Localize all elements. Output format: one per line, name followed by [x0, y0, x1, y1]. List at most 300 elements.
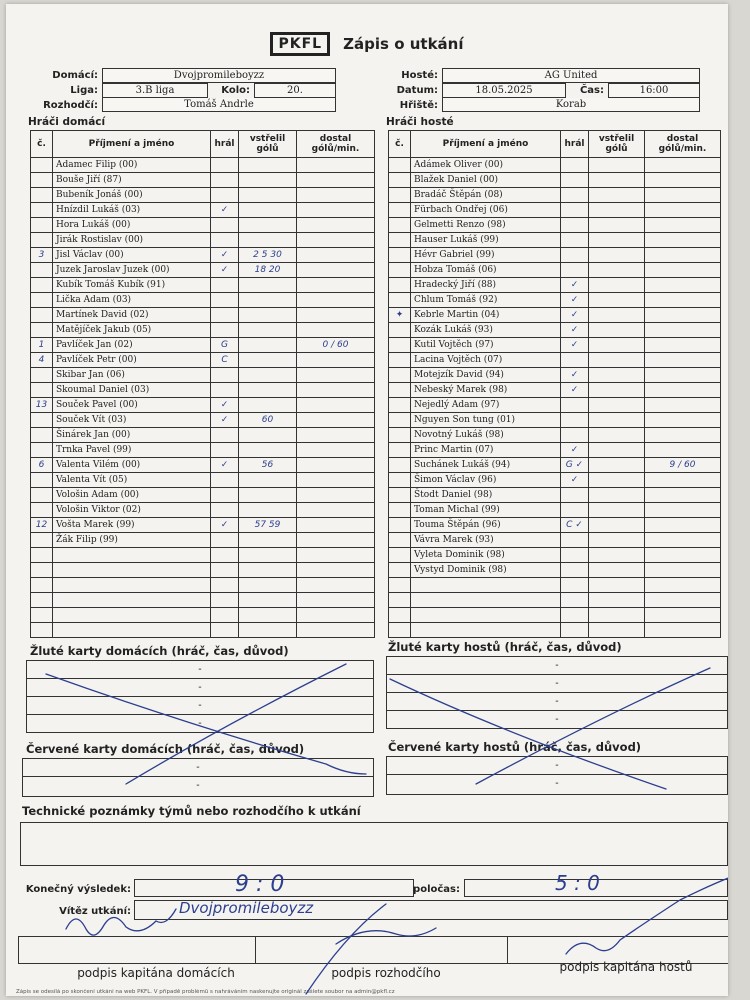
player-conceded[interactable] — [645, 593, 721, 608]
player-conceded[interactable] — [645, 353, 721, 368]
player-conceded[interactable] — [297, 188, 375, 203]
player-name[interactable] — [53, 578, 211, 593]
player-name[interactable]: Skoumal Daniel (03) — [53, 383, 211, 398]
yellow-cards-home-box[interactable] — [26, 660, 374, 733]
player-name[interactable]: Hévr Gabriel (99) — [411, 248, 561, 263]
player-number[interactable] — [31, 233, 53, 248]
player-conceded[interactable] — [645, 413, 721, 428]
player-number[interactable] — [31, 548, 53, 563]
player-number[interactable] — [389, 608, 411, 623]
player-conceded[interactable] — [645, 278, 721, 293]
player-conceded[interactable] — [297, 398, 375, 413]
half-time-field[interactable] — [464, 871, 728, 897]
player-name[interactable]: Pavlíček Jan (02) — [53, 338, 211, 353]
player-name[interactable]: Lička Adam (03) — [53, 293, 211, 308]
player-played[interactable]: ✓ — [561, 383, 589, 398]
player-conceded[interactable] — [645, 428, 721, 443]
player-scored[interactable]: 18 20 — [239, 263, 297, 278]
player-conceded[interactable] — [645, 473, 721, 488]
player-scored[interactable] — [589, 308, 645, 323]
player-name[interactable]: Bouše Jiří (87) — [53, 173, 211, 188]
player-conceded[interactable] — [645, 368, 721, 383]
player-number[interactable] — [31, 323, 53, 338]
player-conceded[interactable] — [297, 503, 375, 518]
player-played[interactable] — [211, 563, 239, 578]
player-played[interactable] — [211, 293, 239, 308]
player-conceded[interactable] — [297, 488, 375, 503]
player-scored[interactable] — [239, 233, 297, 248]
player-scored[interactable] — [589, 503, 645, 518]
player-number[interactable] — [31, 188, 53, 203]
player-played[interactable] — [561, 233, 589, 248]
player-name[interactable]: Vystyd Dominik (98) — [411, 563, 561, 578]
player-conceded[interactable] — [297, 548, 375, 563]
player-scored[interactable] — [239, 353, 297, 368]
player-number[interactable] — [389, 548, 411, 563]
player-scored[interactable] — [589, 293, 645, 308]
player-scored[interactable] — [589, 563, 645, 578]
yellow-cards-guest-box[interactable] — [386, 656, 728, 729]
player-name[interactable]: Souček Pavel (00) — [53, 398, 211, 413]
player-played[interactable] — [561, 158, 589, 173]
player-scored[interactable] — [589, 398, 645, 413]
time-field[interactable]: 16:00 — [608, 83, 700, 98]
player-played[interactable]: ✓ — [211, 398, 239, 413]
player-scored[interactable] — [589, 383, 645, 398]
player-scored[interactable] — [239, 218, 297, 233]
player-scored[interactable] — [239, 203, 297, 218]
player-conceded[interactable] — [297, 518, 375, 533]
player-number[interactable] — [31, 503, 53, 518]
player-played[interactable] — [211, 488, 239, 503]
player-number[interactable] — [31, 368, 53, 383]
player-scored[interactable] — [239, 533, 297, 548]
player-scored[interactable] — [239, 428, 297, 443]
referee-field[interactable]: Tomáš Andrle — [102, 98, 336, 112]
player-name[interactable] — [411, 578, 561, 593]
player-name[interactable]: Hauser Lukáš (99) — [411, 233, 561, 248]
player-played[interactable] — [561, 398, 589, 413]
player-scored[interactable] — [589, 623, 645, 638]
player-played[interactable] — [561, 488, 589, 503]
player-scored[interactable] — [589, 608, 645, 623]
round-field[interactable]: 20. — [254, 83, 336, 98]
player-scored[interactable] — [239, 308, 297, 323]
player-played[interactable] — [561, 428, 589, 443]
player-number[interactable] — [389, 248, 411, 263]
home-team-field[interactable]: Dvojpromileboyzz — [102, 68, 336, 83]
player-conceded[interactable] — [645, 503, 721, 518]
player-played[interactable] — [211, 533, 239, 548]
player-number[interactable] — [389, 203, 411, 218]
player-name[interactable] — [53, 623, 211, 638]
player-conceded[interactable] — [645, 218, 721, 233]
player-scored[interactable] — [589, 488, 645, 503]
player-conceded[interactable] — [645, 563, 721, 578]
player-number[interactable] — [31, 173, 53, 188]
player-name[interactable]: Touma Štěpán (96) — [411, 518, 561, 533]
player-played[interactable]: ✓ — [561, 323, 589, 338]
player-played[interactable] — [561, 203, 589, 218]
player-conceded[interactable] — [645, 323, 721, 338]
player-played[interactable] — [211, 578, 239, 593]
player-name[interactable]: Adámek Oliver (00) — [411, 158, 561, 173]
player-number[interactable] — [389, 533, 411, 548]
player-scored[interactable]: 57 59 — [239, 518, 297, 533]
winner-field[interactable] — [134, 900, 728, 920]
player-number[interactable] — [31, 488, 53, 503]
player-name[interactable]: Souček Vít (03) — [53, 413, 211, 428]
player-name[interactable] — [53, 563, 211, 578]
player-name[interactable]: Kozák Lukáš (93) — [411, 323, 561, 338]
player-played[interactable] — [561, 218, 589, 233]
player-number[interactable] — [31, 278, 53, 293]
player-number[interactable] — [389, 263, 411, 278]
player-name[interactable]: Šimon Václav (96) — [411, 473, 561, 488]
player-conceded[interactable] — [645, 338, 721, 353]
player-played[interactable]: ✓ — [561, 368, 589, 383]
player-conceded[interactable] — [297, 158, 375, 173]
player-scored[interactable]: 2 5 30 — [239, 248, 297, 263]
date-field[interactable]: 18.05.2025 — [442, 83, 566, 98]
player-conceded[interactable] — [297, 218, 375, 233]
player-number[interactable] — [31, 218, 53, 233]
pitch-field[interactable]: Korab — [442, 98, 700, 112]
player-played[interactable] — [211, 473, 239, 488]
player-scored[interactable] — [239, 173, 297, 188]
guest-team-field[interactable]: AG United — [442, 68, 700, 83]
player-number[interactable] — [31, 563, 53, 578]
player-played[interactable] — [211, 503, 239, 518]
player-played[interactable] — [561, 188, 589, 203]
player-scored[interactable] — [589, 353, 645, 368]
player-played[interactable]: G ✓ — [561, 458, 589, 473]
player-conceded[interactable] — [645, 533, 721, 548]
player-conceded[interactable]: 9 / 60 — [645, 458, 721, 473]
player-number[interactable] — [389, 578, 411, 593]
player-number[interactable] — [389, 338, 411, 353]
player-name[interactable]: Skibar Jan (06) — [53, 368, 211, 383]
player-conceded[interactable] — [297, 383, 375, 398]
player-played[interactable]: ✓ — [561, 293, 589, 308]
player-name[interactable]: Motejzík David (94) — [411, 368, 561, 383]
player-played[interactable] — [211, 233, 239, 248]
player-conceded[interactable] — [645, 623, 721, 638]
player-number[interactable] — [389, 563, 411, 578]
player-number[interactable]: 4 — [31, 353, 53, 368]
player-conceded[interactable] — [645, 158, 721, 173]
player-conceded[interactable] — [645, 188, 721, 203]
player-name[interactable]: Nebeský Marek (98) — [411, 383, 561, 398]
player-name[interactable]: Martínek David (02) — [53, 308, 211, 323]
player-conceded[interactable] — [297, 368, 375, 383]
player-played[interactable] — [211, 368, 239, 383]
player-played[interactable]: C ✓ — [561, 518, 589, 533]
player-number[interactable] — [389, 353, 411, 368]
player-number[interactable] — [389, 158, 411, 173]
player-played[interactable] — [561, 593, 589, 608]
player-conceded[interactable] — [645, 173, 721, 188]
player-name[interactable]: Gelmetti Renzo (98) — [411, 218, 561, 233]
player-number[interactable] — [31, 293, 53, 308]
player-scored[interactable] — [589, 188, 645, 203]
player-conceded[interactable] — [297, 278, 375, 293]
player-number[interactable] — [31, 593, 53, 608]
player-conceded[interactable] — [297, 593, 375, 608]
player-played[interactable] — [561, 623, 589, 638]
player-conceded[interactable] — [297, 428, 375, 443]
player-played[interactable] — [211, 623, 239, 638]
player-scored[interactable] — [239, 503, 297, 518]
player-played[interactable] — [561, 413, 589, 428]
player-conceded[interactable] — [297, 263, 375, 278]
player-conceded[interactable] — [297, 203, 375, 218]
player-played[interactable] — [211, 608, 239, 623]
player-name[interactable]: Nejedlý Adam (97) — [411, 398, 561, 413]
player-scored[interactable] — [589, 428, 645, 443]
player-scored[interactable] — [239, 383, 297, 398]
player-conceded[interactable] — [297, 293, 375, 308]
player-scored[interactable] — [589, 233, 645, 248]
player-number[interactable] — [389, 488, 411, 503]
player-name[interactable]: Blažek Daniel (00) — [411, 173, 561, 188]
player-name[interactable]: Nguyen Son tung (01) — [411, 413, 561, 428]
player-played[interactable] — [561, 533, 589, 548]
player-scored[interactable] — [589, 368, 645, 383]
player-played[interactable]: ✓ — [211, 413, 239, 428]
player-conceded[interactable]: 0 / 60 — [297, 338, 375, 353]
player-played[interactable] — [211, 383, 239, 398]
player-name[interactable]: Vološin Adam (00) — [53, 488, 211, 503]
player-scored[interactable] — [589, 263, 645, 278]
player-scored[interactable] — [589, 338, 645, 353]
player-name[interactable]: Hnízdil Lukáš (03) — [53, 203, 211, 218]
player-played[interactable] — [561, 263, 589, 278]
player-scored[interactable] — [239, 443, 297, 458]
player-scored[interactable] — [239, 158, 297, 173]
player-played[interactable] — [561, 248, 589, 263]
player-number[interactable] — [389, 623, 411, 638]
player-number[interactable] — [389, 323, 411, 338]
player-conceded[interactable] — [297, 473, 375, 488]
player-scored[interactable] — [239, 563, 297, 578]
player-played[interactable]: ✓ — [211, 263, 239, 278]
player-scored[interactable] — [589, 473, 645, 488]
player-played[interactable] — [211, 308, 239, 323]
player-scored[interactable] — [239, 338, 297, 353]
player-name[interactable]: Chlum Tomáš (92) — [411, 293, 561, 308]
player-conceded[interactable] — [645, 608, 721, 623]
player-conceded[interactable] — [297, 233, 375, 248]
player-played[interactable]: ✓ — [211, 518, 239, 533]
player-conceded[interactable] — [645, 308, 721, 323]
player-number[interactable] — [389, 503, 411, 518]
player-scored[interactable] — [589, 413, 645, 428]
player-number[interactable] — [389, 398, 411, 413]
player-number[interactable] — [31, 443, 53, 458]
player-number[interactable] — [389, 473, 411, 488]
player-scored[interactable] — [239, 488, 297, 503]
player-number[interactable] — [31, 263, 53, 278]
player-name[interactable]: Hobza Tomáš (06) — [411, 263, 561, 278]
player-conceded[interactable] — [297, 533, 375, 548]
player-number[interactable] — [389, 368, 411, 383]
player-conceded[interactable] — [297, 413, 375, 428]
player-conceded[interactable] — [297, 623, 375, 638]
player-name[interactable]: Vávra Marek (93) — [411, 533, 561, 548]
player-conceded[interactable] — [645, 248, 721, 263]
player-scored[interactable]: 60 — [239, 413, 297, 428]
player-played[interactable]: ✓ — [561, 338, 589, 353]
player-played[interactable] — [211, 278, 239, 293]
player-scored[interactable] — [239, 578, 297, 593]
player-number[interactable] — [389, 413, 411, 428]
player-scored[interactable] — [589, 548, 645, 563]
player-played[interactable] — [211, 218, 239, 233]
red-cards-home-box[interactable] — [22, 758, 374, 797]
player-conceded[interactable] — [297, 608, 375, 623]
player-name[interactable]: Pavlíček Petr (00) — [53, 353, 211, 368]
player-name[interactable]: Suchánek Lukáš (94) — [411, 458, 561, 473]
player-number[interactable]: ✦ — [389, 308, 411, 323]
player-name[interactable]: Jisl Václav (00) — [53, 248, 211, 263]
player-number[interactable] — [389, 593, 411, 608]
player-scored[interactable] — [589, 203, 645, 218]
player-number[interactable] — [31, 578, 53, 593]
player-scored[interactable] — [239, 608, 297, 623]
notes-box[interactable] — [20, 822, 728, 866]
player-played[interactable]: ✓ — [561, 443, 589, 458]
player-number[interactable] — [31, 383, 53, 398]
player-number[interactable] — [31, 623, 53, 638]
player-played[interactable]: ✓ — [561, 473, 589, 488]
player-played[interactable] — [561, 503, 589, 518]
player-name[interactable]: Valenta Vít (05) — [53, 473, 211, 488]
player-name[interactable]: Vošta Marek (99) — [53, 518, 211, 533]
player-conceded[interactable] — [645, 203, 721, 218]
player-scored[interactable] — [239, 293, 297, 308]
player-name[interactable]: Juzek Jaroslav Juzek (00) — [53, 263, 211, 278]
player-played[interactable] — [211, 548, 239, 563]
player-played[interactable] — [211, 593, 239, 608]
player-played[interactable]: ✓ — [561, 308, 589, 323]
player-conceded[interactable] — [645, 263, 721, 278]
player-conceded[interactable] — [297, 578, 375, 593]
player-conceded[interactable] — [645, 383, 721, 398]
player-name[interactable]: Valenta Vilém (00) — [53, 458, 211, 473]
player-name[interactable]: Fürbach Ondřej (06) — [411, 203, 561, 218]
player-conceded[interactable] — [645, 233, 721, 248]
player-scored[interactable] — [589, 578, 645, 593]
player-scored[interactable] — [239, 623, 297, 638]
player-played[interactable] — [561, 353, 589, 368]
player-number[interactable]: 6 — [31, 458, 53, 473]
player-played[interactable]: ✓ — [211, 203, 239, 218]
player-scored[interactable] — [239, 548, 297, 563]
player-scored[interactable] — [239, 323, 297, 338]
player-played[interactable]: ✓ — [211, 458, 239, 473]
player-conceded[interactable] — [645, 488, 721, 503]
player-number[interactable]: 3 — [31, 248, 53, 263]
player-scored[interactable] — [589, 518, 645, 533]
player-number[interactable] — [389, 278, 411, 293]
player-number[interactable] — [389, 383, 411, 398]
player-number[interactable] — [389, 218, 411, 233]
player-scored[interactable]: 56 — [239, 458, 297, 473]
player-played[interactable] — [211, 323, 239, 338]
player-conceded[interactable] — [297, 353, 375, 368]
red-cards-guest-box[interactable] — [386, 756, 728, 795]
player-number[interactable] — [31, 473, 53, 488]
player-scored[interactable] — [589, 443, 645, 458]
player-scored[interactable] — [239, 188, 297, 203]
player-played[interactable] — [211, 443, 239, 458]
player-name[interactable]: Kutil Vojtěch (97) — [411, 338, 561, 353]
player-scored[interactable] — [589, 248, 645, 263]
player-conceded[interactable] — [645, 548, 721, 563]
player-played[interactable] — [211, 158, 239, 173]
player-scored[interactable] — [239, 473, 297, 488]
player-conceded[interactable] — [297, 443, 375, 458]
player-number[interactable] — [389, 173, 411, 188]
player-name[interactable]: Lacina Vojtěch (07) — [411, 353, 561, 368]
player-conceded[interactable] — [645, 518, 721, 533]
player-name[interactable]: Novotný Lukáš (98) — [411, 428, 561, 443]
player-scored[interactable] — [589, 458, 645, 473]
player-name[interactable]: Kubík Tomáš Kubík (91) — [53, 278, 211, 293]
player-name[interactable]: Bubeník Jonáš (00) — [53, 188, 211, 203]
player-played[interactable] — [211, 173, 239, 188]
player-number[interactable] — [389, 233, 411, 248]
player-name[interactable]: Hora Lukáš (00) — [53, 218, 211, 233]
player-name[interactable] — [411, 608, 561, 623]
player-conceded[interactable] — [297, 308, 375, 323]
player-number[interactable] — [31, 608, 53, 623]
player-number[interactable]: 13 — [31, 398, 53, 413]
player-number[interactable] — [389, 518, 411, 533]
player-played[interactable] — [561, 548, 589, 563]
player-number[interactable] — [31, 203, 53, 218]
player-number[interactable] — [389, 188, 411, 203]
player-number[interactable] — [389, 443, 411, 458]
player-number[interactable] — [31, 428, 53, 443]
player-number[interactable] — [31, 308, 53, 323]
player-name[interactable] — [53, 548, 211, 563]
player-number[interactable]: 1 — [31, 338, 53, 353]
player-name[interactable]: Vyleta Dominik (98) — [411, 548, 561, 563]
player-scored[interactable] — [589, 218, 645, 233]
player-scored[interactable] — [589, 323, 645, 338]
player-number[interactable] — [389, 293, 411, 308]
player-name[interactable]: Matějíček Jakub (05) — [53, 323, 211, 338]
player-conceded[interactable] — [645, 443, 721, 458]
player-scored[interactable] — [589, 173, 645, 188]
player-number[interactable] — [31, 533, 53, 548]
player-name[interactable]: Žák Filip (99) — [53, 533, 211, 548]
player-scored[interactable] — [239, 398, 297, 413]
player-scored[interactable] — [239, 593, 297, 608]
player-played[interactable]: C — [211, 353, 239, 368]
player-name[interactable]: Princ Martin (07) — [411, 443, 561, 458]
player-name[interactable]: Štodt Daniel (98) — [411, 488, 561, 503]
player-name[interactable] — [411, 623, 561, 638]
player-played[interactable] — [561, 173, 589, 188]
player-name[interactable]: Šinárek Jan (00) — [53, 428, 211, 443]
player-number[interactable] — [31, 413, 53, 428]
player-played[interactable] — [211, 188, 239, 203]
player-played[interactable] — [211, 428, 239, 443]
player-name[interactable] — [411, 593, 561, 608]
